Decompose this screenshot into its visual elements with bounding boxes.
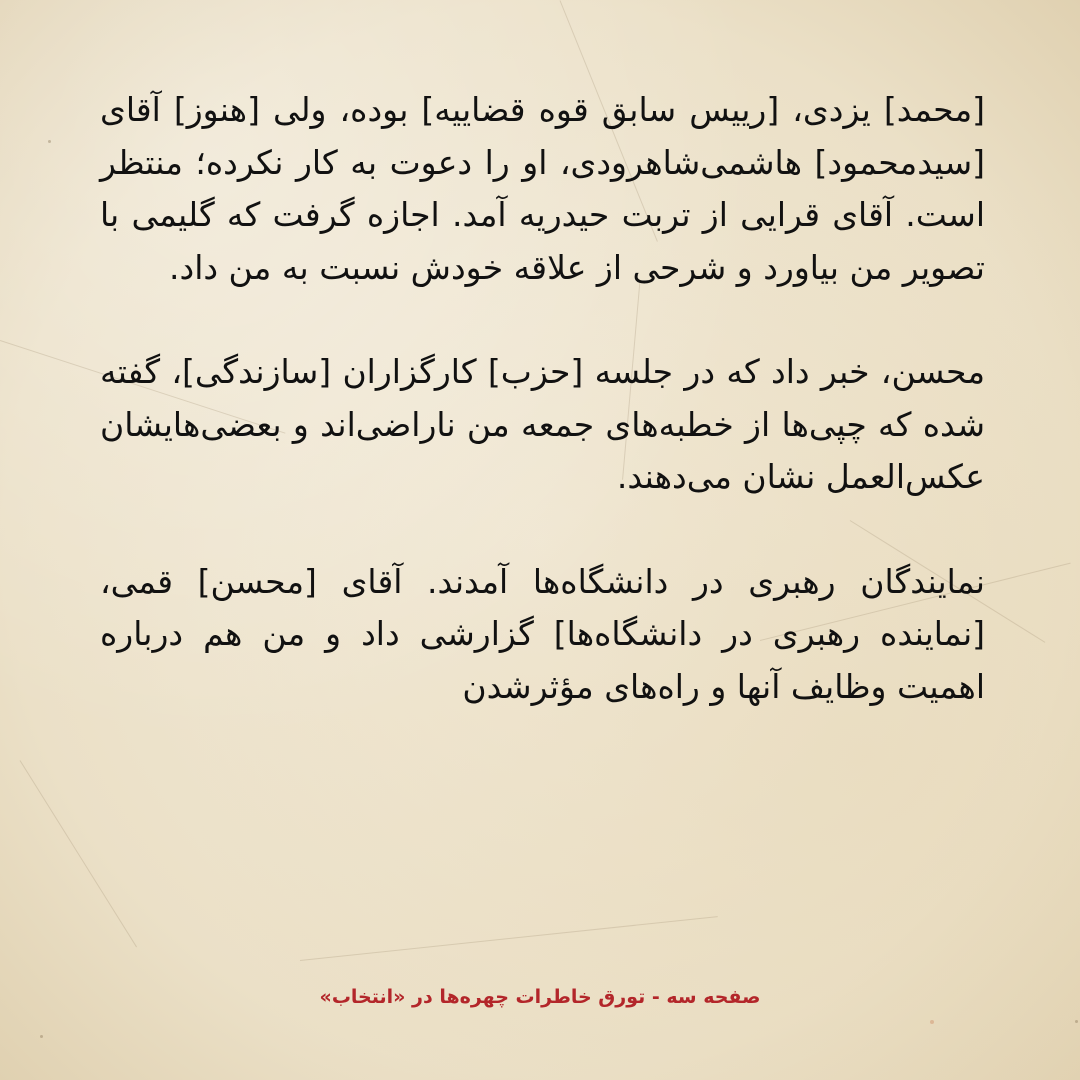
texture-speck [930, 1020, 934, 1024]
texture-crack [20, 760, 137, 947]
texture-speck [40, 1035, 43, 1038]
paragraph-3: نمایندگان رهبری در دانشگاه‌ها آمدند. آقای [محسن] قمی، [نماینده رهبری در دانشگاه‌ها] گزارشی داد و من هم درباره اهمیت وظایف آنها و راه‌های مؤثرشدن [100, 561, 985, 706]
texture-crack [300, 916, 718, 961]
paragraph-2: محسن، خبر داد که در جلسه [حزب] کارگزاران [سازندگی]، گفته شده که چپی‌ها از خطبه‌های جمعه من ناراضی‌اند و بعضی‌هایشان عکس‌العمل نشان می‌دهند. [100, 352, 985, 496]
footer-caption: صفحه سه - تورق خاطرات چهره‌ها در «انتخاب» [319, 986, 761, 1008]
texture-speck [48, 140, 51, 143]
memoir-text [100, 84, 985, 713]
texture-speck [1075, 1020, 1078, 1023]
paragraph-1: [محمد] یزدی، [رییس سابق قوه قضاییه] بوده، ولی [هنوز] آقای [سیدمحمود] هاشمی‌شاهرودی، او را دعوت به کار نکرده؛ منتظر است. آقای قرایی از تربت حیدریه آمد. اجازه گرفت که گلیمی با تصویر من بیاورد و شرحی از علاقه خودش نسبت به من داد. [100, 90, 985, 287]
